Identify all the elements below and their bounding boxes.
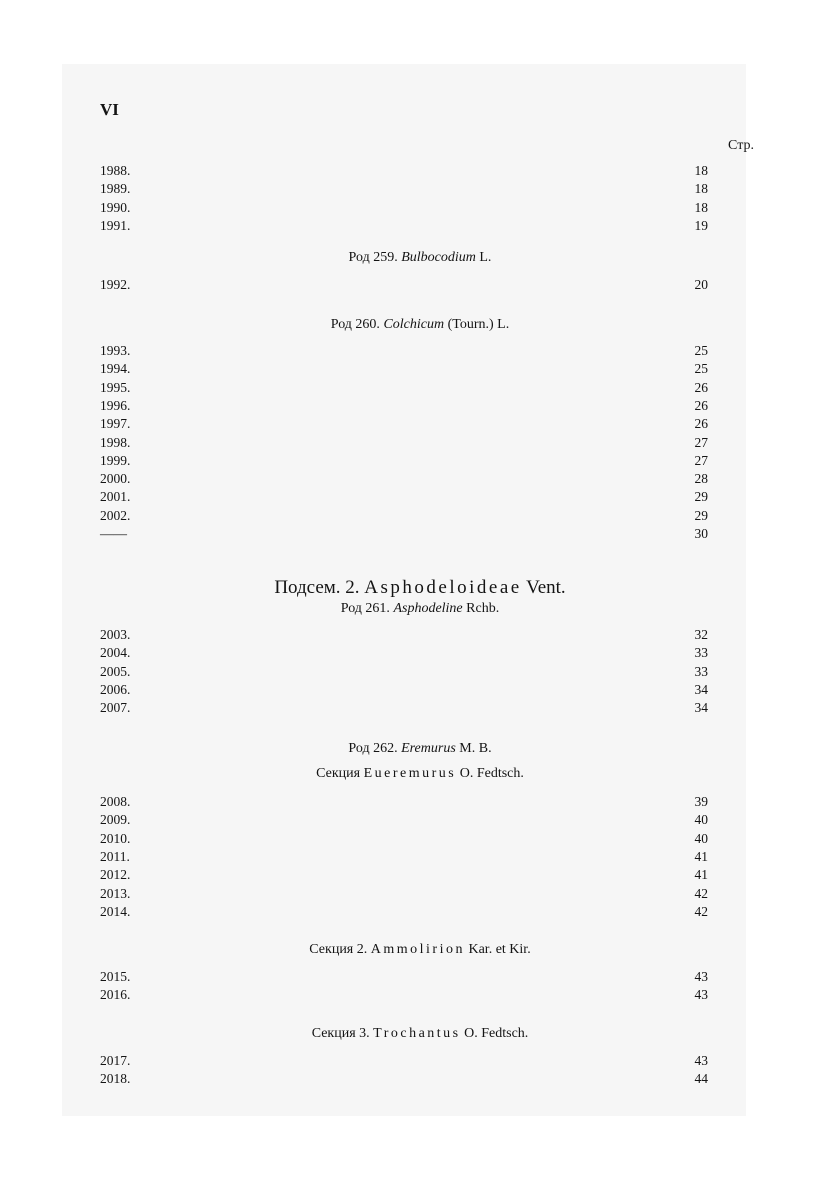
entry-page: 25 bbox=[694, 361, 708, 376]
entry-number: 2016. bbox=[100, 987, 131, 1002]
entry-number: 1991. bbox=[100, 218, 131, 233]
entry-number: 2003. bbox=[100, 627, 131, 642]
entry-page: 33 bbox=[694, 664, 708, 679]
entry-page: 34 bbox=[694, 700, 708, 715]
entry-page: 29 bbox=[694, 508, 708, 523]
entry-page: 27 bbox=[694, 453, 708, 468]
toc-entry bbox=[0, 488, 840, 506]
heading-name: Asphodeline bbox=[393, 601, 463, 616]
heading-name: Colchicum bbox=[383, 317, 445, 332]
heading-author: Rchb. bbox=[466, 601, 500, 616]
heading-name: Trochantus bbox=[373, 1026, 461, 1041]
heading-name: Asphodeloideae bbox=[364, 577, 522, 598]
entry-number: 2005. bbox=[100, 664, 131, 679]
entry-page: 26 bbox=[694, 416, 708, 431]
toc-entry bbox=[0, 626, 840, 644]
heading-author: Kar. et Kir. bbox=[468, 942, 531, 957]
entry-page: 41 bbox=[694, 867, 708, 882]
toc-entry bbox=[0, 162, 840, 180]
toc-entry bbox=[0, 397, 840, 415]
heading-prefix: Подсем. 2. bbox=[274, 577, 360, 598]
toc-entry bbox=[0, 903, 840, 921]
toc-entry bbox=[0, 507, 840, 525]
entry-number: 1998. bbox=[100, 435, 131, 450]
entry-number: 1999. bbox=[100, 453, 131, 468]
toc-entry bbox=[0, 1070, 840, 1088]
toc-entry bbox=[0, 1052, 840, 1070]
toc-entry bbox=[0, 276, 840, 294]
entry-page: 19 bbox=[694, 218, 708, 233]
entry-page: 42 bbox=[694, 886, 708, 901]
toc-entry bbox=[0, 866, 840, 884]
toc-entry bbox=[0, 885, 840, 903]
heading-prefix: Секция 2. bbox=[309, 942, 368, 957]
toc-entry bbox=[0, 199, 840, 217]
toc-entry bbox=[0, 830, 840, 848]
entry-number: 1993. bbox=[100, 343, 131, 358]
entry-page: 25 bbox=[694, 343, 708, 358]
toc-entry bbox=[0, 180, 840, 198]
toc-entry bbox=[0, 342, 840, 360]
heading-prefix: Секция bbox=[316, 766, 361, 781]
entry-page: 27 bbox=[694, 435, 708, 450]
heading-author: Vent. bbox=[526, 577, 566, 598]
entry-number: 2012. bbox=[100, 867, 131, 882]
entry-number: 1989. bbox=[100, 181, 131, 196]
entry-page: 43 bbox=[694, 969, 708, 984]
heading-section-3 bbox=[0, 1025, 840, 1043]
toc-entry bbox=[0, 663, 840, 681]
entry-page: 18 bbox=[694, 163, 708, 178]
entry-page: 30 bbox=[694, 526, 708, 541]
entry-number: 1992. bbox=[100, 277, 131, 292]
heading-author: O. Fedtsch. bbox=[464, 1026, 529, 1041]
heading-name: Bulbocodium bbox=[401, 250, 476, 265]
entry-page: 29 bbox=[694, 489, 708, 504]
heading-author: L. bbox=[479, 250, 492, 265]
heading-genus-262 bbox=[0, 740, 840, 758]
toc-entry bbox=[0, 986, 840, 1004]
toc-entry bbox=[0, 681, 840, 699]
heading-prefix: Секция 3. bbox=[311, 1026, 370, 1041]
entry-number: 2014. bbox=[100, 904, 131, 919]
entry-page: 34 bbox=[694, 682, 708, 697]
heading-genus-261 bbox=[0, 600, 840, 618]
entry-number: 1996. bbox=[100, 398, 131, 413]
toc-entry bbox=[0, 452, 840, 470]
heading-name: Eueremurus bbox=[363, 766, 457, 781]
heading-prefix: Род 260. bbox=[330, 317, 380, 332]
entry-page: 28 bbox=[694, 471, 708, 486]
toc-entry bbox=[0, 434, 840, 452]
entry-page: 18 bbox=[694, 200, 708, 215]
entry-page: 40 bbox=[694, 831, 708, 846]
page-column-header: Стр. bbox=[728, 138, 754, 153]
entry-number: 2001. bbox=[100, 489, 131, 504]
toc-entry bbox=[0, 525, 840, 543]
heading-name: Ammolirion bbox=[370, 942, 465, 957]
entry-number: 1994. bbox=[100, 361, 131, 376]
entry-number: 2018. bbox=[100, 1071, 131, 1086]
heading-author: (Tourn.) L. bbox=[447, 317, 510, 332]
entry-page: 39 bbox=[694, 794, 708, 809]
heading-name: Eremurus bbox=[401, 741, 456, 756]
entry-page: 44 bbox=[694, 1071, 708, 1086]
entry-page: 43 bbox=[694, 987, 708, 1002]
toc-entry bbox=[0, 379, 840, 397]
entry-number: 2008. bbox=[100, 794, 131, 809]
entry-number: 2009. bbox=[100, 812, 131, 827]
entry-number: 2004. bbox=[100, 645, 131, 660]
toc-entry bbox=[0, 360, 840, 378]
heading-subfamily bbox=[0, 576, 840, 600]
entry-page: 42 bbox=[694, 904, 708, 919]
entry-number: 2013. bbox=[100, 886, 131, 901]
toc-entry bbox=[0, 699, 840, 717]
heading-genus-259 bbox=[0, 249, 840, 267]
entry-page: 26 bbox=[694, 380, 708, 395]
heading-section-1 bbox=[0, 765, 840, 783]
heading-genus-260 bbox=[0, 316, 840, 334]
entry-number: 2011. bbox=[100, 849, 130, 864]
entry-page: 33 bbox=[694, 645, 708, 660]
entry-page: 41 bbox=[694, 849, 708, 864]
entry-number: 2002. bbox=[100, 508, 131, 523]
toc-entry bbox=[0, 811, 840, 829]
toc-entry bbox=[0, 848, 840, 866]
heading-prefix: Род 261. bbox=[340, 601, 390, 616]
heading-prefix: Род 262. bbox=[348, 741, 398, 756]
entry-page: 40 bbox=[694, 812, 708, 827]
entry-number: 2007. bbox=[100, 700, 131, 715]
entry-number: 1997. bbox=[100, 416, 131, 431]
entry-page: 43 bbox=[694, 1053, 708, 1068]
entry-number: 2017. bbox=[100, 1053, 131, 1068]
entry-number: 2000. bbox=[100, 471, 131, 486]
entry-number: 1990. bbox=[100, 200, 131, 215]
entry-number: 1995. bbox=[100, 380, 131, 395]
entry-number: 2006. bbox=[100, 682, 131, 697]
entry-number: 2015. bbox=[100, 969, 131, 984]
heading-section-2 bbox=[0, 941, 840, 959]
toc-entry bbox=[0, 217, 840, 235]
toc-entry bbox=[0, 470, 840, 488]
entry-number: 1988. bbox=[100, 163, 131, 178]
entry-number: 2010. bbox=[100, 831, 131, 846]
heading-prefix: Род 259. bbox=[348, 250, 398, 265]
heading-author: O. Fedtsch. bbox=[459, 766, 524, 781]
entry-number: —— bbox=[100, 526, 127, 541]
toc-entry bbox=[0, 793, 840, 811]
entry-page: 20 bbox=[694, 277, 708, 292]
toc-entry bbox=[0, 415, 840, 433]
entry-page: 32 bbox=[694, 627, 708, 642]
entry-page: 26 bbox=[694, 398, 708, 413]
heading-author: M. B. bbox=[459, 741, 492, 756]
entry-page: 18 bbox=[694, 181, 708, 196]
toc-entry bbox=[0, 968, 840, 986]
toc-entry bbox=[0, 644, 840, 662]
page-number: VI bbox=[100, 100, 119, 119]
